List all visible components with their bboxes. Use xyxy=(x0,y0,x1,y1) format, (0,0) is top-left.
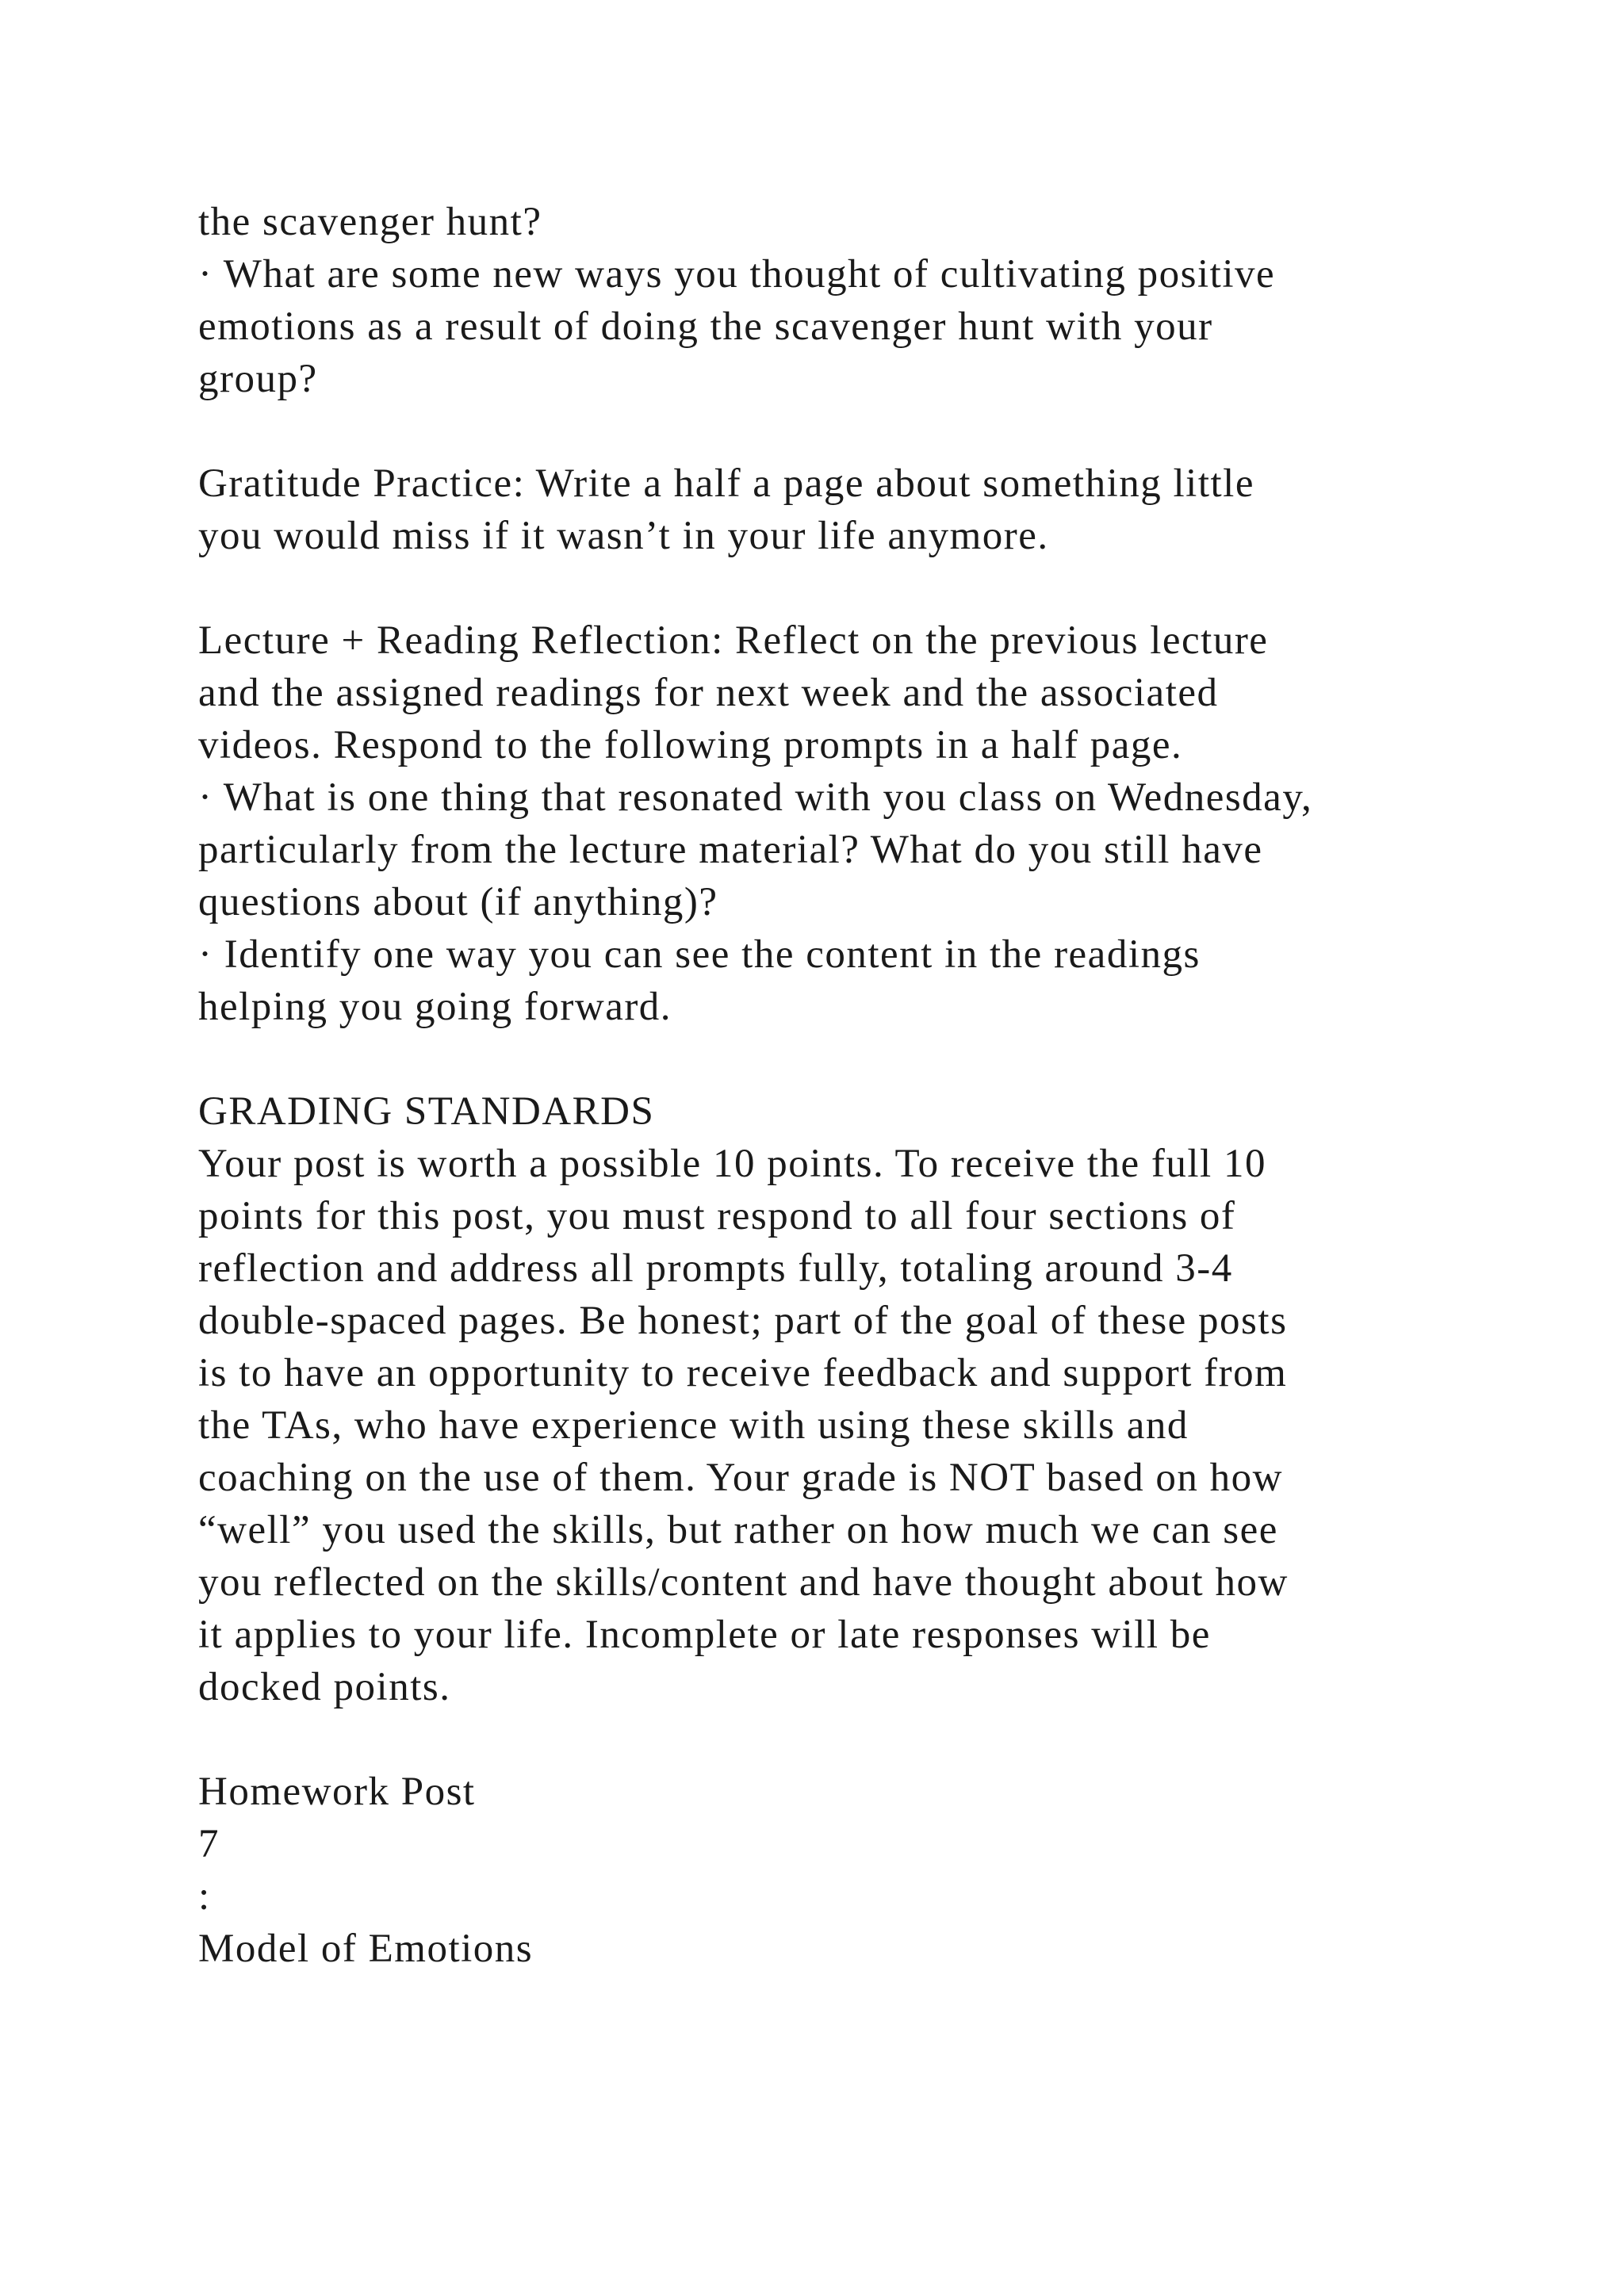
text-line: and the assigned readings for next week and the associated xyxy=(198,671,1219,715)
text-line: emotions as a result of doing the scavenger hunt with your xyxy=(198,304,1213,349)
text-line: double-spaced pages. Be honest; part of the goal of these posts xyxy=(198,1299,1288,1343)
homework-post-subtitle: Model of Emotions xyxy=(198,1927,534,1971)
text-line: particularly from the lecture material? What do you still have xyxy=(198,828,1263,872)
text-line: you reflected on the skills/content and have thought about how xyxy=(198,1560,1289,1605)
text-line: reflection and address all prompts fully, totaling around 3-4 xyxy=(198,1246,1233,1291)
text-line: helping you going forward. xyxy=(198,985,672,1029)
gratitude-practice-line: Gratitude Practice: Write a half a page about something little xyxy=(198,461,1254,506)
document-body xyxy=(198,196,1546,1975)
text-line: is to have an opportunity to receive feedback and support from xyxy=(198,1351,1288,1395)
text-line: the TAs, who have experience with using these skills and xyxy=(198,1403,1189,1448)
homework-post-number: 7 xyxy=(198,1822,220,1866)
text-line: Your post is worth a possible 10 points. To receive the full 10 xyxy=(198,1142,1266,1186)
homework-post-colon: : xyxy=(198,1874,211,1919)
paragraph-gap xyxy=(198,1033,1546,1085)
text-line: it applies to your life. Incomplete or late responses will be xyxy=(198,1613,1211,1657)
text-line: questions about (if anything)? xyxy=(198,880,718,924)
text-line: coaching on the use of them. Your grade is NOT based on how xyxy=(198,1456,1284,1500)
text-line: docked points. xyxy=(198,1665,451,1709)
lecture-reflection-line: Lecture + Reading Reflection: Reflect on the previous lecture xyxy=(198,618,1269,663)
text-line: the scavenger hunt? xyxy=(198,200,542,244)
text-line: · Identify one way you can see the content in the readings xyxy=(198,932,1201,977)
text-line: you would miss if it wasn’t in your life anymore. xyxy=(198,514,1049,558)
paragraph-gap xyxy=(198,562,1546,614)
paragraph-gap xyxy=(198,405,1546,457)
text-line: · What are some new ways you thought of cultivating positive xyxy=(198,252,1276,297)
text-line: points for this post, you must respond to all four sections of xyxy=(198,1194,1236,1238)
text-line: group? xyxy=(198,357,318,401)
homework-post-title: Homework Post xyxy=(198,1770,476,1814)
text-line: videos. Respond to the following prompts in a half page. xyxy=(198,723,1183,767)
grading-standards-heading: GRADING STANDARDS xyxy=(198,1089,655,1134)
paragraph-gap xyxy=(198,1713,1546,1766)
text-line: · What is one thing that resonated with you class on Wednesday, xyxy=(198,775,1313,820)
text-line: “well” you used the skills, but rather on how much we can see xyxy=(198,1508,1278,1552)
